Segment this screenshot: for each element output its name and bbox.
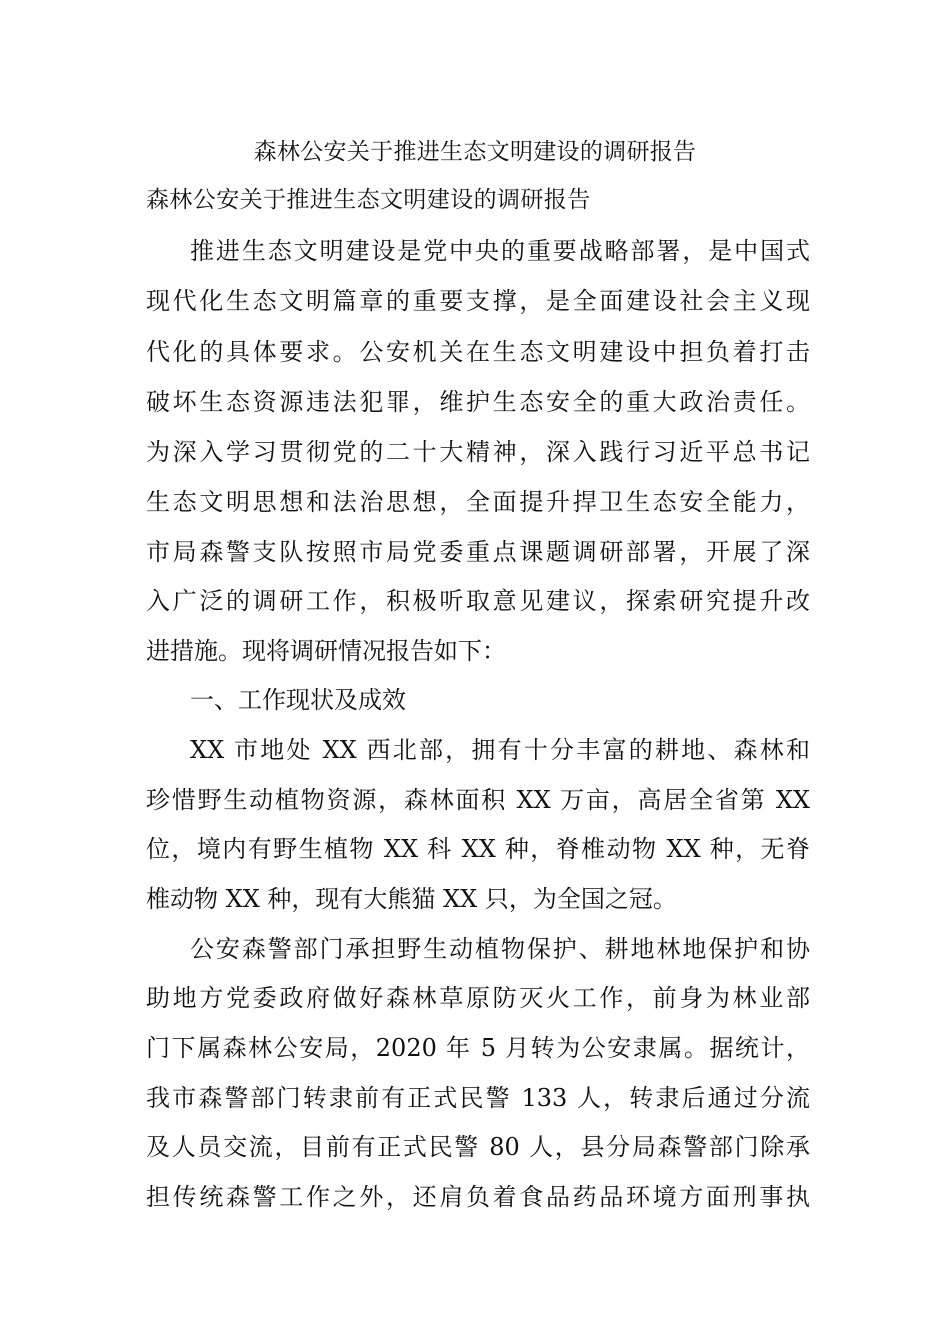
paragraph-line: 门下属森林公安局，2020 年 5 月转为公安隶属。据统计， xyxy=(146,1034,810,1062)
paragraph-line: 推进生态文明建设是党中央的重要战略部署，是中国式 xyxy=(190,237,810,265)
paragraph-line: 珍惜野生动植物资源，森林面积 XX 万亩，高居全省第 XX xyxy=(146,786,810,814)
paragraph-line: 公安森警部门承担野生动植物保护、耕地林地保护和协 xyxy=(190,935,810,963)
paragraph-line: 椎动物 XX 种，现有大熊猫 XX 只，为全国之冠。 xyxy=(146,885,677,913)
paragraph-line: 破坏生态资源违法犯罪，维护生态安全的重大政治责任。 xyxy=(146,388,810,416)
paragraph-line: 及人员交流，目前有正式民警 80 人，县分局森警部门除承 xyxy=(146,1133,810,1161)
paragraph-line: 助地方党委政府做好森林草原防灭火工作，前身为林业部 xyxy=(146,984,810,1012)
document-title: 森林公安关于推进生态文明建设的调研报告 xyxy=(253,139,697,165)
section-heading: 一、工作现状及成效 xyxy=(190,686,406,714)
paragraph-line: 位，境内有野生植物 XX 科 XX 种，脊椎动物 XX 种，无脊 xyxy=(146,835,810,863)
paragraph-line: 入广泛的调研工作，积极听取意见建议，探索研究提升改 xyxy=(146,587,810,615)
paragraph-line: 进措施。现将调研情况报告如下： xyxy=(146,637,506,665)
paragraph-line: 代化的具体要求。公安机关在生态文明建设中担负着打击 xyxy=(146,338,810,366)
paragraph-line: XX 市地处 XX 西北部，拥有十分丰富的耕地、森林和 xyxy=(190,736,810,764)
paragraph-line: 生态文明思想和法治思想，全面提升捍卫生态安全能力， xyxy=(146,488,810,516)
document-subtitle: 森林公安关于推进生态文明建设的调研报告 xyxy=(146,187,591,213)
paragraph-line: 担传统森警工作之外，还肩负着食品药品环境方面刑事执 xyxy=(146,1183,810,1211)
paragraph-line: 我市森警部门转隶前有正式民警 133 人，转隶后通过分流 xyxy=(146,1084,810,1112)
paragraph-line: 为深入学习贯彻党的二十大精神，深入践行习近平总书记 xyxy=(146,438,810,466)
paragraph-line: 现代化生态文明篇章的重要支撑，是全面建设社会主义现 xyxy=(146,287,810,315)
paragraph-line: 市局森警支队按照市局党委重点课题调研部署，开展了深 xyxy=(146,538,810,566)
